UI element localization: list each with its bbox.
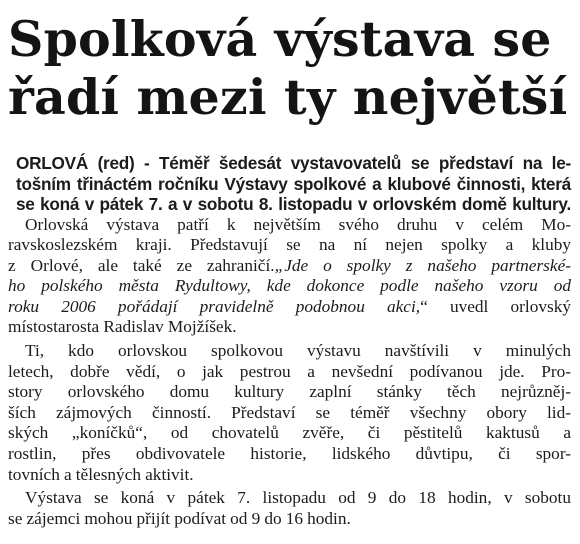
body-line: Výstava se koná v pátek 7. listopadu od 9 do 18 hodin, v sobotu [25, 488, 571, 508]
body-line: Ti, kdo orlovskou spolkovou výstavu navštívili v minulých [25, 341, 571, 361]
body-line: story orlovského domu kultury zaplní stánky těch nejrůzněj- [8, 382, 571, 402]
body-text: “ uvedl orlovský [420, 296, 571, 316]
lead-line: tošním třináctém ročníku Výstavy spolkové a klubové činnosti, která [16, 173, 571, 194]
lead-paragraph [16, 153, 571, 215]
quote-line: ho polského města Rydultowy, kde dokonce podle našeho vzoru od [8, 276, 571, 296]
body-text: z Orlové, ale také ze zahraničí. [8, 255, 275, 275]
paragraph-1 [8, 215, 571, 339]
quote-text: „Jde o spolky z našeho partnerské- [274, 255, 571, 275]
body-line: Orlovská výstava patří k největším svého druhu v celém Mo- [25, 214, 571, 234]
body-line [8, 256, 571, 277]
paragraph-2 [8, 341, 571, 485]
lead-line: se koná v pátek 7. a v sobotu 8. listopadu v orlovském domě kultury. [16, 194, 571, 214]
body-line: tovních a tělesných aktivit. [8, 464, 194, 484]
quote-text: roku 2006 pořádají pravidelně podobnou akci, [8, 296, 421, 316]
body-line: se zájemci mohou přijít podívat od 9 do 16 hodin. [8, 508, 351, 528]
body-line: ravskoslezském kraji. Představují se na ní nejen spolky a kluby [8, 235, 571, 255]
body-line: místostarosta Radislav Mojžíšek. [8, 317, 237, 337]
paragraph-3 [8, 488, 571, 529]
article-body [8, 215, 571, 530]
body-line [8, 297, 571, 318]
headline [8, 0, 571, 140]
body-line: ských „koníčků“, od chovatelů zvěře, či pěstitelů kaktusů a [8, 423, 571, 443]
body-line: ších zájmových činností. Představí se téměř všechny obory lid- [8, 402, 571, 422]
lead-line: ORLOVÁ (red) - Téměř šedesát vystavovatelů se představí na le- [16, 153, 571, 173]
headline-line-1: Spolková výstava se [8, 10, 552, 68]
body-line: letech, dobře vědí, o jak pestrou a nevšední podívanou jde. Pro- [8, 361, 571, 381]
body-line: rostlin, přes obdivovatele historie, lidského důvtipu, či spor- [8, 444, 571, 464]
headline-line-2: řadí mezi ty největší [8, 68, 568, 126]
